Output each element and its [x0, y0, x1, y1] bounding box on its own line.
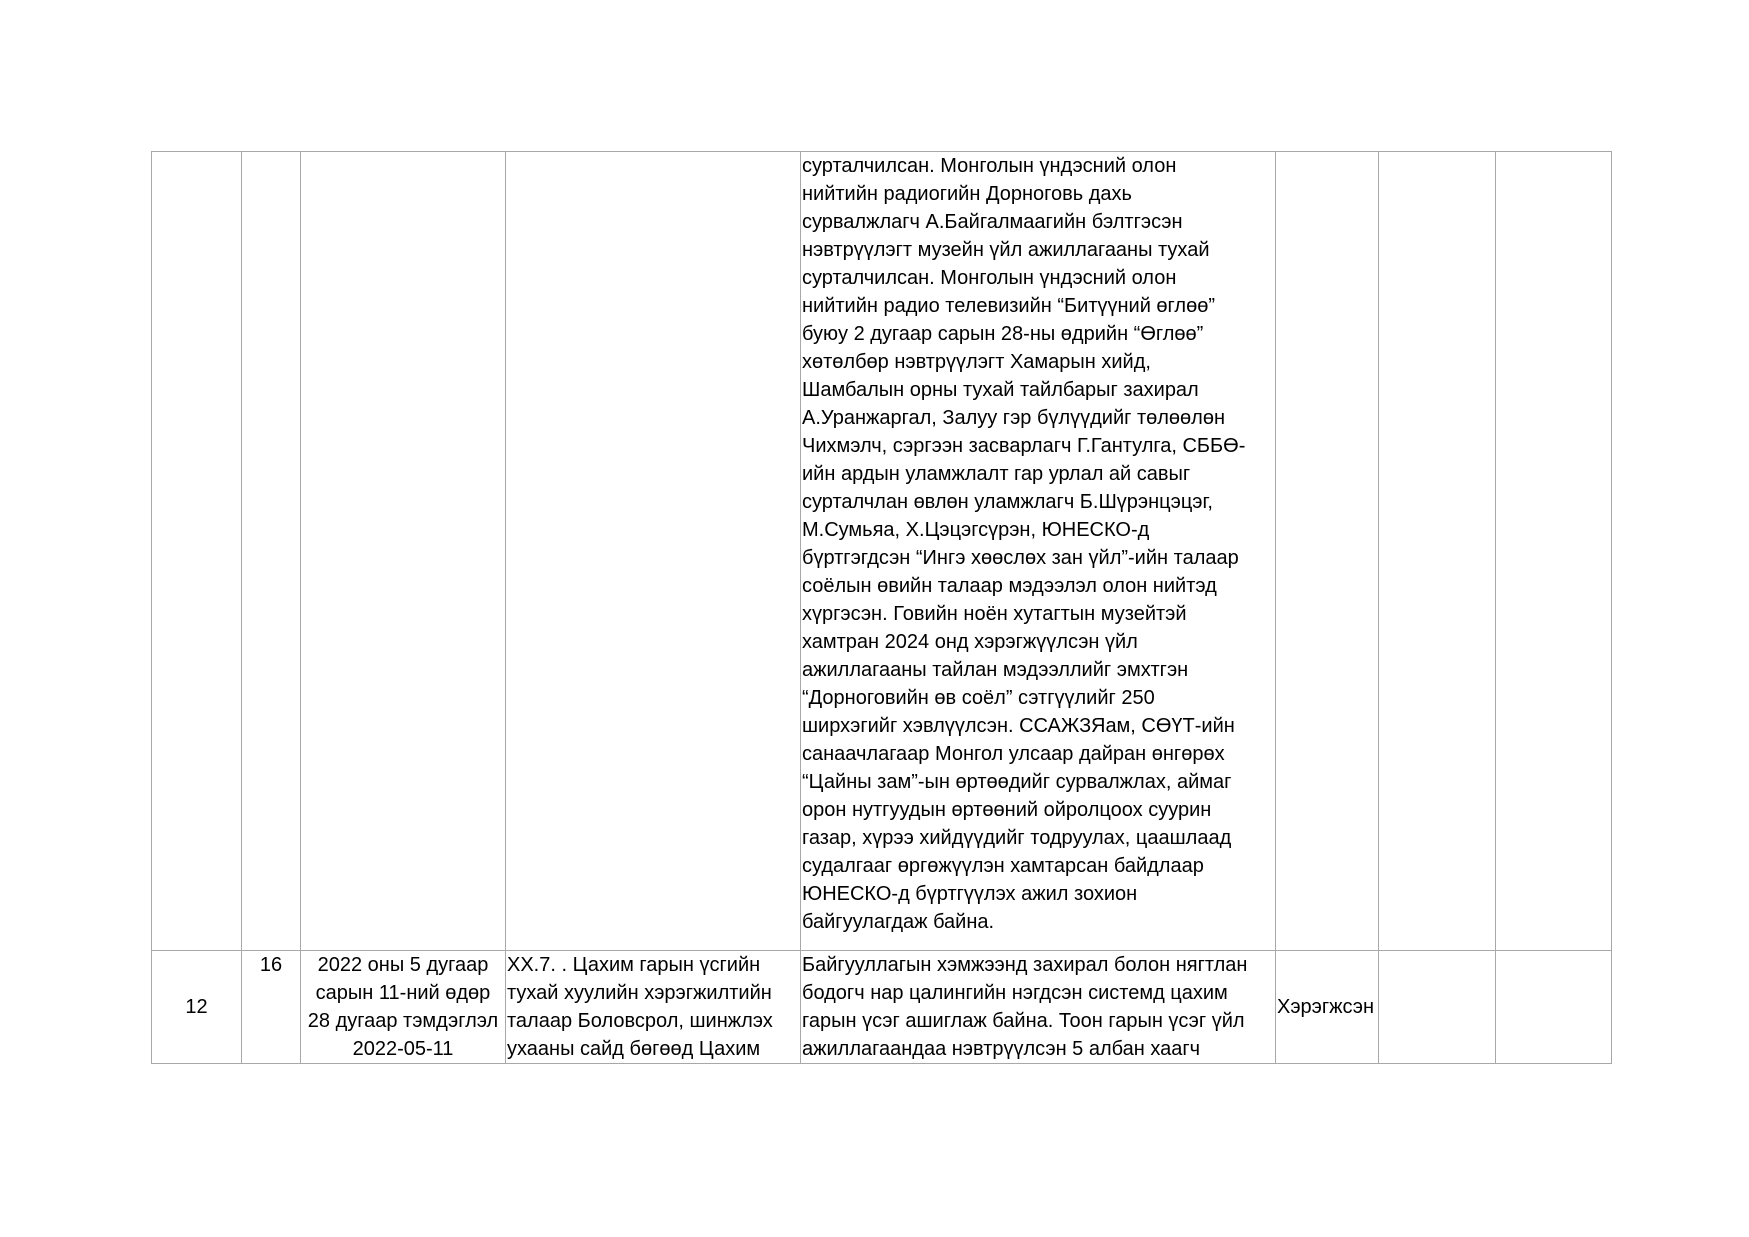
description-cell	[801, 152, 1276, 951]
status-cell	[1276, 152, 1379, 951]
description-text: сурталчилсан. Монголын үндэсний олон нийтийн радиогийн Дорноговь дахь сурвалжлагч А.Байгалмаагийн бэлтгэсэн нэвтрүүлэгт музейн үйл ажиллагааны тухай сурталчилсан. Монголын үндэсний олон нийтийн радио телевизийн “Битүүний өглөө” буюу 2 дугаар сарын 28-ны өдрийн “Өглөө” хөтөлбөр нэвтрүүлэгт Хамарын хийд, Шамбалын орны тухай тайлбарыг захирал А.Уранжаргал, Залуу гэр бүлүүдийг төлөөлөн Чихмэлч, сэргээн засварлагч Г.Гантулга, СББӨ- ийн ардын уламжлалт гар урлал ай савыг сурталчлан өвлөн уламжлагч Б.Шүрэнцэцэг, М.Сумьяа, Х.Цэцэгсүрэн, ЮНЕСКО-д бүртгэгдсэн “Ингэ хөөслөх зан үйл”-ийн талаар соёлын өвийн талаар мэдээлэл олон нийтэд хүргэсэн. Говийн ноён хутагтын музейтэй хамтран 2024 онд хэрэгжүүлсэн үйл ажиллагааны тайлан мэдээллийг эмхтгэн “Дорноговийн өв соёл” сэтгүүлийг 250 ширхэгийг хэвлүүлсэн. ССАЖЗЯам, СӨҮТ-ийн санаачлагаар Монгол улсаар дайран өнгөрөх “Цайны зам”-ын өртөөдийг сурвалжлах, аймаг орон нутгуудын өртөөний ойролцоох суурин газар, хүрээ хийдүүдийг тодруулах, цаашлаад судалгааг өргөжүүлэн хамтарсан байдлаар ЮНЕСКО-д бүртгүүлэх ажил зохион байгуулагдаж байна.	[802, 155, 1246, 933]
table-row	[152, 951, 1612, 1064]
empty-cell	[1379, 152, 1496, 951]
report-table	[151, 151, 1612, 1064]
status-cell	[1276, 951, 1379, 1064]
empty-cell	[1379, 951, 1496, 1064]
date-text: 2022 оны 5 дугаар сарын 11-ний өдөр 28 дугаар тэмдэглэл 2022-05-11	[307, 954, 499, 1060]
row-index: 12	[185, 996, 208, 1018]
task-cell	[506, 152, 801, 951]
empty-cell	[1496, 152, 1612, 951]
index-cell	[152, 951, 242, 1064]
date-cell	[301, 951, 506, 1064]
description-cell	[801, 951, 1276, 1064]
task-text: XX.7. . Цахим гарын үсгийн тухай хуулийн хэрэгжилтийн талаар Боловсрол, шинжлэх ухааны сайд бөгөөд Цахим	[507, 954, 773, 1060]
date-cell	[301, 152, 506, 951]
number-cell	[242, 951, 301, 1064]
status-text: Хэрэгжсэн	[1277, 996, 1375, 1018]
empty-cell	[1496, 951, 1612, 1064]
index-cell	[152, 152, 242, 951]
table-row	[152, 152, 1612, 951]
number-cell	[242, 152, 301, 951]
description-text: Байгууллагын хэмжээнд захирал болон нягтлан бодогч нар цалингийн нэгдсэн системд цахим гарын үсэг ашиглаж байна. Тоон гарын үсэг үйл ажиллагаандаа нэвтрүүлсэн 5 албан хаагч	[802, 954, 1248, 1060]
row-number: 16	[259, 954, 283, 976]
task-cell	[506, 951, 801, 1064]
